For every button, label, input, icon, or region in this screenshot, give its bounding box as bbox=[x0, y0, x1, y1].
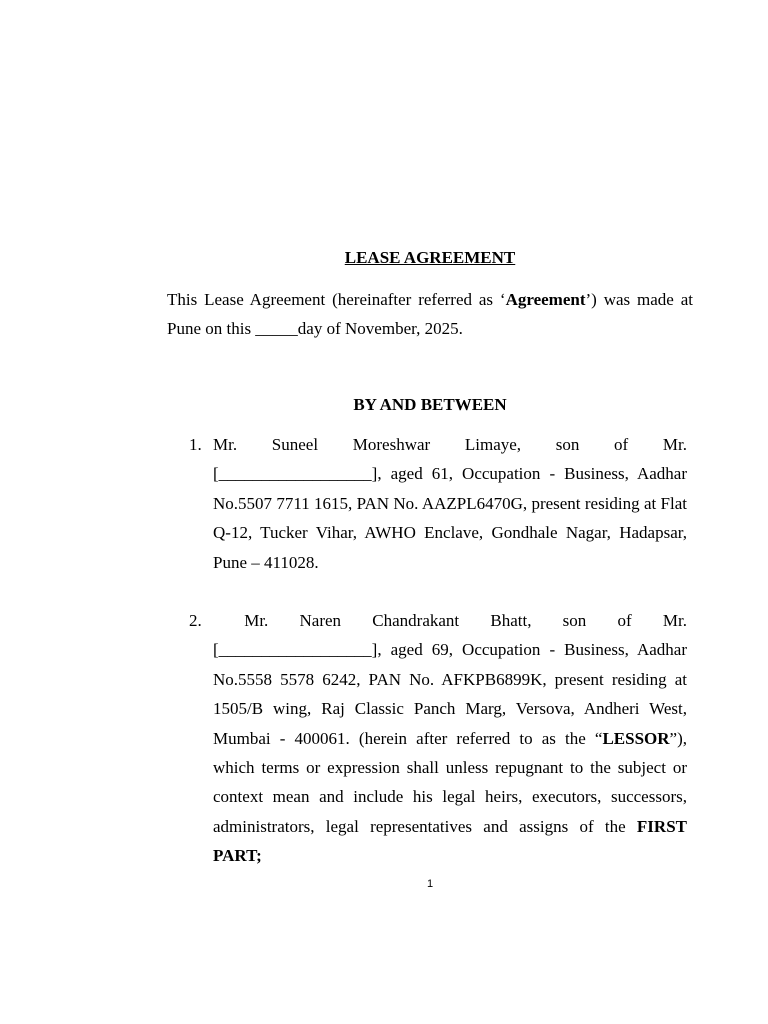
party-2-first-line bbox=[213, 606, 687, 635]
word: Mr. bbox=[662, 435, 687, 454]
word: son bbox=[555, 435, 580, 454]
word: of bbox=[614, 435, 629, 454]
party-2-number: 2. bbox=[189, 611, 202, 630]
word: Chandrakant bbox=[372, 611, 460, 630]
party-1-number: 1. bbox=[189, 435, 202, 454]
word: Suneel bbox=[271, 435, 319, 454]
word: son bbox=[562, 611, 587, 630]
word: Naren bbox=[299, 611, 342, 630]
party-2-paragraph bbox=[213, 606, 687, 871]
word: of bbox=[617, 611, 632, 630]
word: Moreshwar bbox=[352, 435, 431, 454]
page-number: 1 bbox=[426, 878, 434, 890]
first-part-term: FIRST PART; bbox=[213, 816, 687, 866]
word: Mr. bbox=[662, 611, 687, 630]
lessor-term: LESSOR bbox=[602, 728, 670, 748]
intro-text-end: ’) was made at Pune on this _____day of November, 2025. bbox=[167, 290, 693, 338]
document-title: LEASE AGREEMENT bbox=[344, 248, 516, 267]
word: Limaye, bbox=[464, 435, 522, 454]
party-1-details: [__________________], aged 61, Occupation - Business, Aadhar No.5507 7711 1615, PAN No. AAZPL6470G, present residing at Flat Q-12, Tucker Vihar, AWHO Enclave, Gondhale Nagar, Hadapsar, Pune – 411028. bbox=[213, 464, 687, 572]
word: Bhatt, bbox=[490, 611, 532, 630]
intro-text-start: This Lease Agreement (hereinafter referred as ‘ bbox=[167, 290, 506, 309]
party-1-paragraph bbox=[213, 430, 687, 577]
intro-paragraph bbox=[167, 285, 693, 343]
section-heading: BY AND BETWEEN bbox=[353, 395, 507, 414]
party-2-text-middle: ”), which terms or expression shall unless repugnant to the subject or context mean and include his legal heirs, executors, successors, administrators, legal representatives and assigns of the bbox=[213, 728, 687, 836]
word: Mr. bbox=[244, 611, 269, 630]
word: Mr. bbox=[213, 435, 238, 454]
agreement-term: Agreement bbox=[505, 290, 586, 309]
party-1-first-line bbox=[213, 430, 687, 459]
party-2-text-start: [__________________], aged 69, Occupation - Business, Aadhar No.5558 5578 6242, PAN No. AFKPB6899K, present residing at 1505/B wing, Raj Classic Panch Marg, Versova, Andheri West, Mumbai - 400061. (herein after referred to as the “ bbox=[213, 640, 687, 748]
party-2-details bbox=[213, 635, 687, 870]
